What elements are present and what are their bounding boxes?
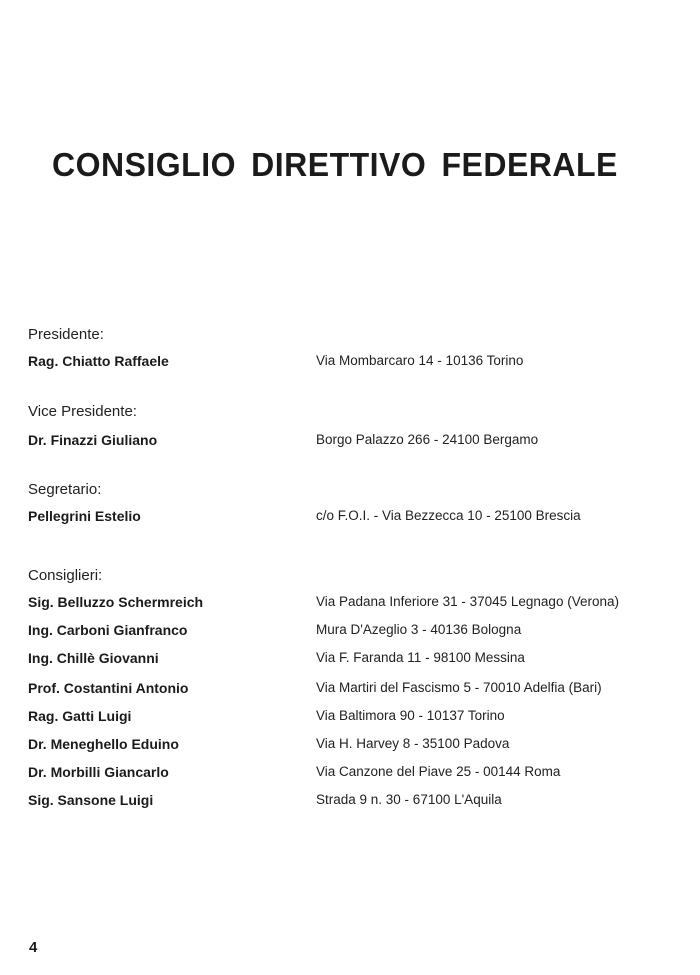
page-number: 4 — [29, 939, 38, 956]
member-name: Rag. Chiatto Raffaele — [28, 353, 169, 369]
member-name: Ing. Carboni Gianfranco — [28, 622, 188, 638]
section-label-vice-presidente: Vice Presidente: — [28, 403, 137, 420]
list-item — [28, 708, 688, 728]
list-item — [28, 650, 688, 670]
entry-vice-presidente — [28, 432, 688, 452]
member-address: Strada 9 n. 30 - 67100 L'Aquila — [316, 792, 502, 807]
section-label-consiglieri: Consiglieri: — [28, 567, 103, 584]
member-address: Borgo Palazzo 266 - 24100 Bergamo — [316, 432, 539, 447]
member-address: Mura D'Azeglio 3 - 40136 Bologna — [316, 622, 522, 637]
member-address: Via Martiri del Fascismo 5 - 70010 Adelfia (Bari) — [316, 680, 602, 695]
page-title: CONSIGLIO DIRETTIVO FEDERALE — [52, 146, 618, 183]
member-name: Dr. Finazzi Giuliano — [28, 432, 158, 448]
list-item — [28, 764, 688, 784]
list-item — [28, 792, 688, 812]
entry-presidente — [28, 353, 688, 373]
member-name: Dr. Morbilli Giancarlo — [28, 764, 169, 780]
entry-segretario — [28, 508, 688, 528]
list-item — [28, 736, 688, 756]
member-name: Sig. Sansone Luigi — [28, 792, 154, 808]
member-name: Prof. Costantini Antonio — [28, 680, 189, 696]
member-address: Via Mombarcaro 14 - 10136 Torino — [316, 353, 524, 368]
member-address: c/o F.O.I. - Via Bezzecca 10 - 25100 Brescia — [316, 508, 581, 523]
member-address: Via F. Faranda 11 - 98100 Messina — [316, 650, 525, 665]
member-name: Rag. Gatti Luigi — [28, 708, 132, 724]
section-label-segretario: Segretario: — [28, 481, 102, 498]
member-name: Dr. Meneghello Eduino — [28, 736, 179, 752]
member-name: Pellegrini Estelio — [28, 508, 141, 524]
list-item — [28, 594, 688, 614]
member-name: Ing. Chillè Giovanni — [28, 650, 159, 666]
member-address: Via H. Harvey 8 - 35100 Padova — [316, 736, 510, 751]
member-address: Via Baltimora 90 - 10137 Torino — [316, 708, 505, 723]
list-item — [28, 680, 688, 700]
section-label-presidente: Presidente: — [28, 326, 104, 343]
member-name: Sig. Belluzzo Schermreich — [28, 594, 204, 610]
member-address: Via Canzone del Piave 25 - 00144 Roma — [316, 764, 561, 779]
member-address: Via Padana Inferiore 31 - 37045 Legnago (Verona) — [316, 594, 619, 609]
list-item — [28, 622, 688, 642]
